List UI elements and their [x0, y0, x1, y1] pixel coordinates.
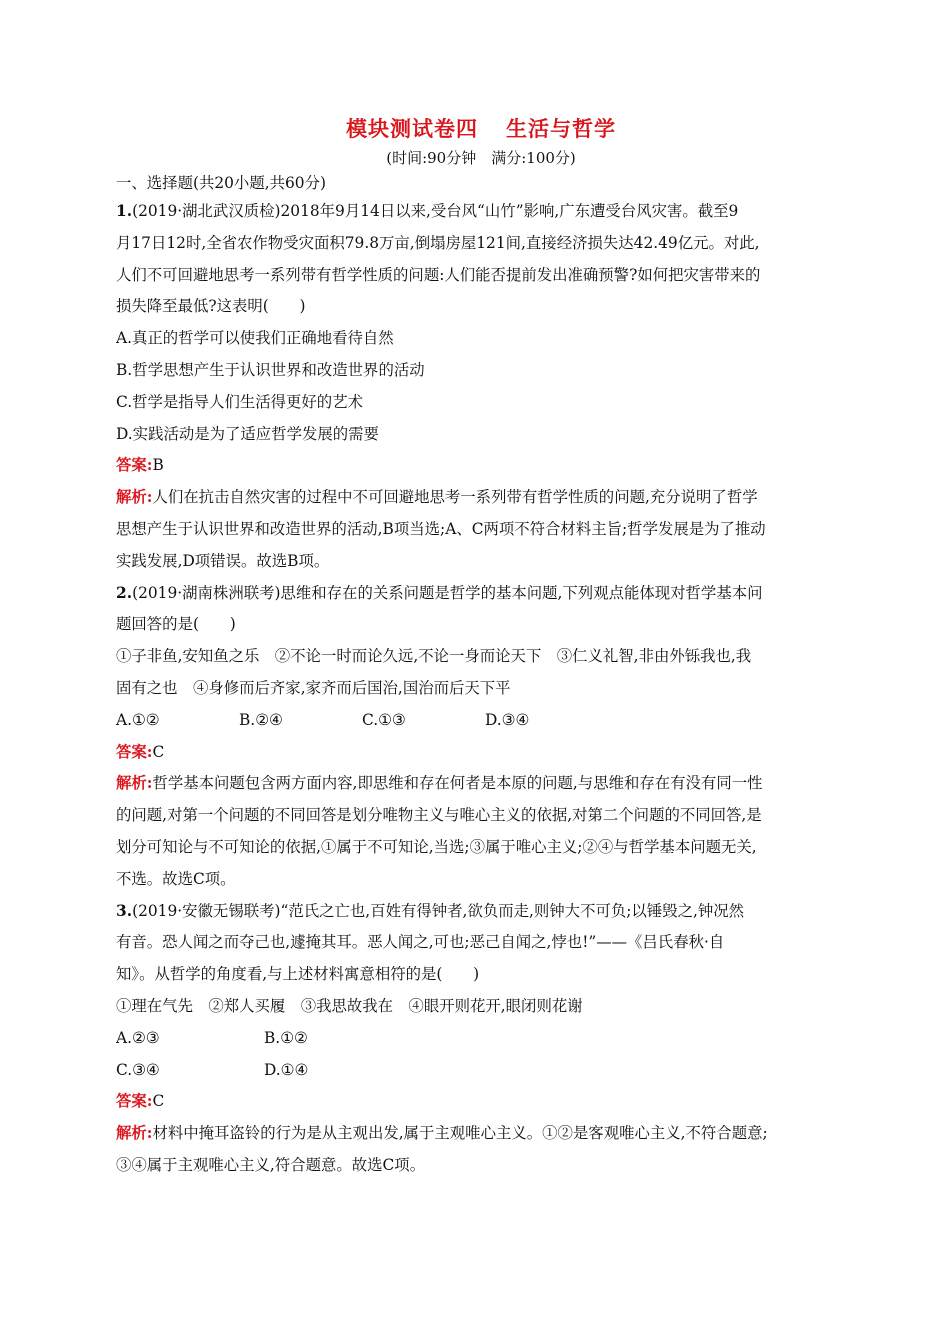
option-a: A.真正的哲学可以使我们正确地看待自然 [116, 329, 394, 348]
option-c: C.哲学是指导人们生活得更好的艺术 [116, 392, 363, 411]
analysis-label: 解析: [116, 774, 153, 793]
analysis-label: 解析: [116, 488, 153, 507]
question-number: 2. [116, 583, 133, 602]
question-stem-line: 1.(2019·湖北武汉质检)2018年9月14日以来,受台风“山竹”影响,广东遭受台风灾害。截至9 [116, 202, 739, 220]
analysis-label: 解析: [116, 1124, 153, 1143]
option-c: C.③④ [116, 1060, 160, 1079]
answer-line [116, 1086, 836, 1118]
answer-line [116, 737, 836, 769]
option-d: D.①④ [264, 1060, 309, 1079]
title-topic: 生活与哲学 [506, 116, 616, 141]
question-1 [116, 196, 836, 578]
option-d: D.实践活动是为了适应哲学发展的需要 [116, 424, 379, 443]
title-main: 模块测试卷四 [346, 116, 478, 141]
statement-line: ①子非鱼,安知鱼之乐 ②不论一时而论久远,不论一身而论天下 ③仁义礼智,非由外铄我也,我 [116, 647, 752, 666]
question-number: 1. [116, 202, 133, 220]
page-title [126, 112, 836, 146]
answer-line [116, 450, 836, 482]
answer-value: C [152, 1092, 165, 1111]
document-page [116, 112, 836, 1182]
answer-value: C [152, 742, 165, 761]
option-b: B.①② [264, 1028, 308, 1047]
options-row [116, 705, 836, 737]
analysis-line: 不选。故选C项。 [116, 869, 236, 888]
statement-line: ①理在气先 ②郑人买履 ③我思故我在 ④眼开则花开,眼闭则花谢 [116, 996, 583, 1015]
analysis-line: 解析:材料中掩耳盗铃的行为是从主观出发,属于主观唯心主义。①②是客观唯心主义,不符合题意; [116, 1124, 768, 1143]
question-stem-line: 损失降至最低?这表明( ) [116, 297, 306, 316]
statement-line: 固有之也 ④身修而后齐家,家齐而后国治,国治而后天下平 [116, 678, 511, 697]
options-row [116, 1055, 836, 1087]
analysis-line: 解析:人们在抗击自然灾害的过程中不可回避地思考一系列带有哲学性质的问题,充分说明了哲学 [116, 488, 758, 507]
answer-label: 答案: [116, 456, 153, 475]
question-3 [116, 896, 836, 1182]
analysis-line: 划分可知论与不可知论的依据,①属于不可知论,当选;③属于唯心主义;②④与哲学基本问题无关, [116, 837, 757, 856]
analysis-line: ③④属于主观唯心主义,符合题意。故选C项。 [116, 1155, 426, 1174]
option-b: B.哲学思想产生于认识世界和改造世界的活动 [116, 360, 425, 379]
answer-label: 答案: [116, 742, 153, 761]
option-b: B.②④ [239, 710, 283, 729]
exam-info: (时间:90分钟 满分:100分) [386, 149, 576, 167]
question-stem-line: 人们不可回避地思考一系列带有哲学性质的问题:人们能否提前发出准确预警?如何把灾害带来的 [116, 265, 761, 284]
option-a: A.②③ [116, 1028, 160, 1047]
option-a: A.①② [116, 710, 160, 729]
analysis-line: 解析:哲学基本问题包含两方面内容,即思维和存在何者是本原的问题,与思维和存在有没有同一性 [116, 774, 763, 793]
option-c: C.①③ [362, 710, 406, 729]
option-d: D.③④ [485, 710, 530, 729]
question-number: 3. [116, 901, 133, 920]
answer-value: B [152, 456, 164, 475]
question-stem-line: 知》。从哲学的角度看,与上述材料寓意相符的是( ) [116, 965, 480, 984]
answer-label: 答案: [116, 1092, 153, 1111]
section-heading: 一、选择题(共20小题,共60分) [116, 174, 326, 192]
analysis-line: 实践发展,D项错误。故选B项。 [116, 551, 330, 570]
question-stem-line: 有音。恐人闻之而夺己也,遽掩其耳。恶人闻之,可也;恶己自闻之,悖也!”——《吕氏春秋·自 [116, 933, 725, 952]
question-2 [116, 578, 836, 896]
analysis-line: 思想产生于认识世界和改造世界的活动,B项当选;A、C两项不符合材料主旨;哲学发展是为了推动 [116, 519, 766, 538]
options-row [116, 1023, 836, 1055]
question-stem-line: 月17日12时,全省农作物受灾面积79.8万亩,倒塌房屋121间,直接经济损失达42.49亿元。对此, [116, 233, 760, 252]
question-stem-line: 3.(2019·安徽无锡联考)“范氏之亡也,百姓有得钟者,欲负而走,则钟大不可负;以锤毁之,钟况然 [116, 901, 745, 920]
question-stem-line: 题回答的是( ) [116, 615, 236, 634]
analysis-line: 的问题,对第一个问题的不同回答是划分唯物主义与唯心主义的依据,对第二个问题的不同回答,是 [116, 806, 762, 825]
question-stem-line: 2.(2019·湖南株洲联考)思维和存在的关系问题是哲学的基本问题,下列观点能体现对哲学基本问 [116, 583, 763, 602]
